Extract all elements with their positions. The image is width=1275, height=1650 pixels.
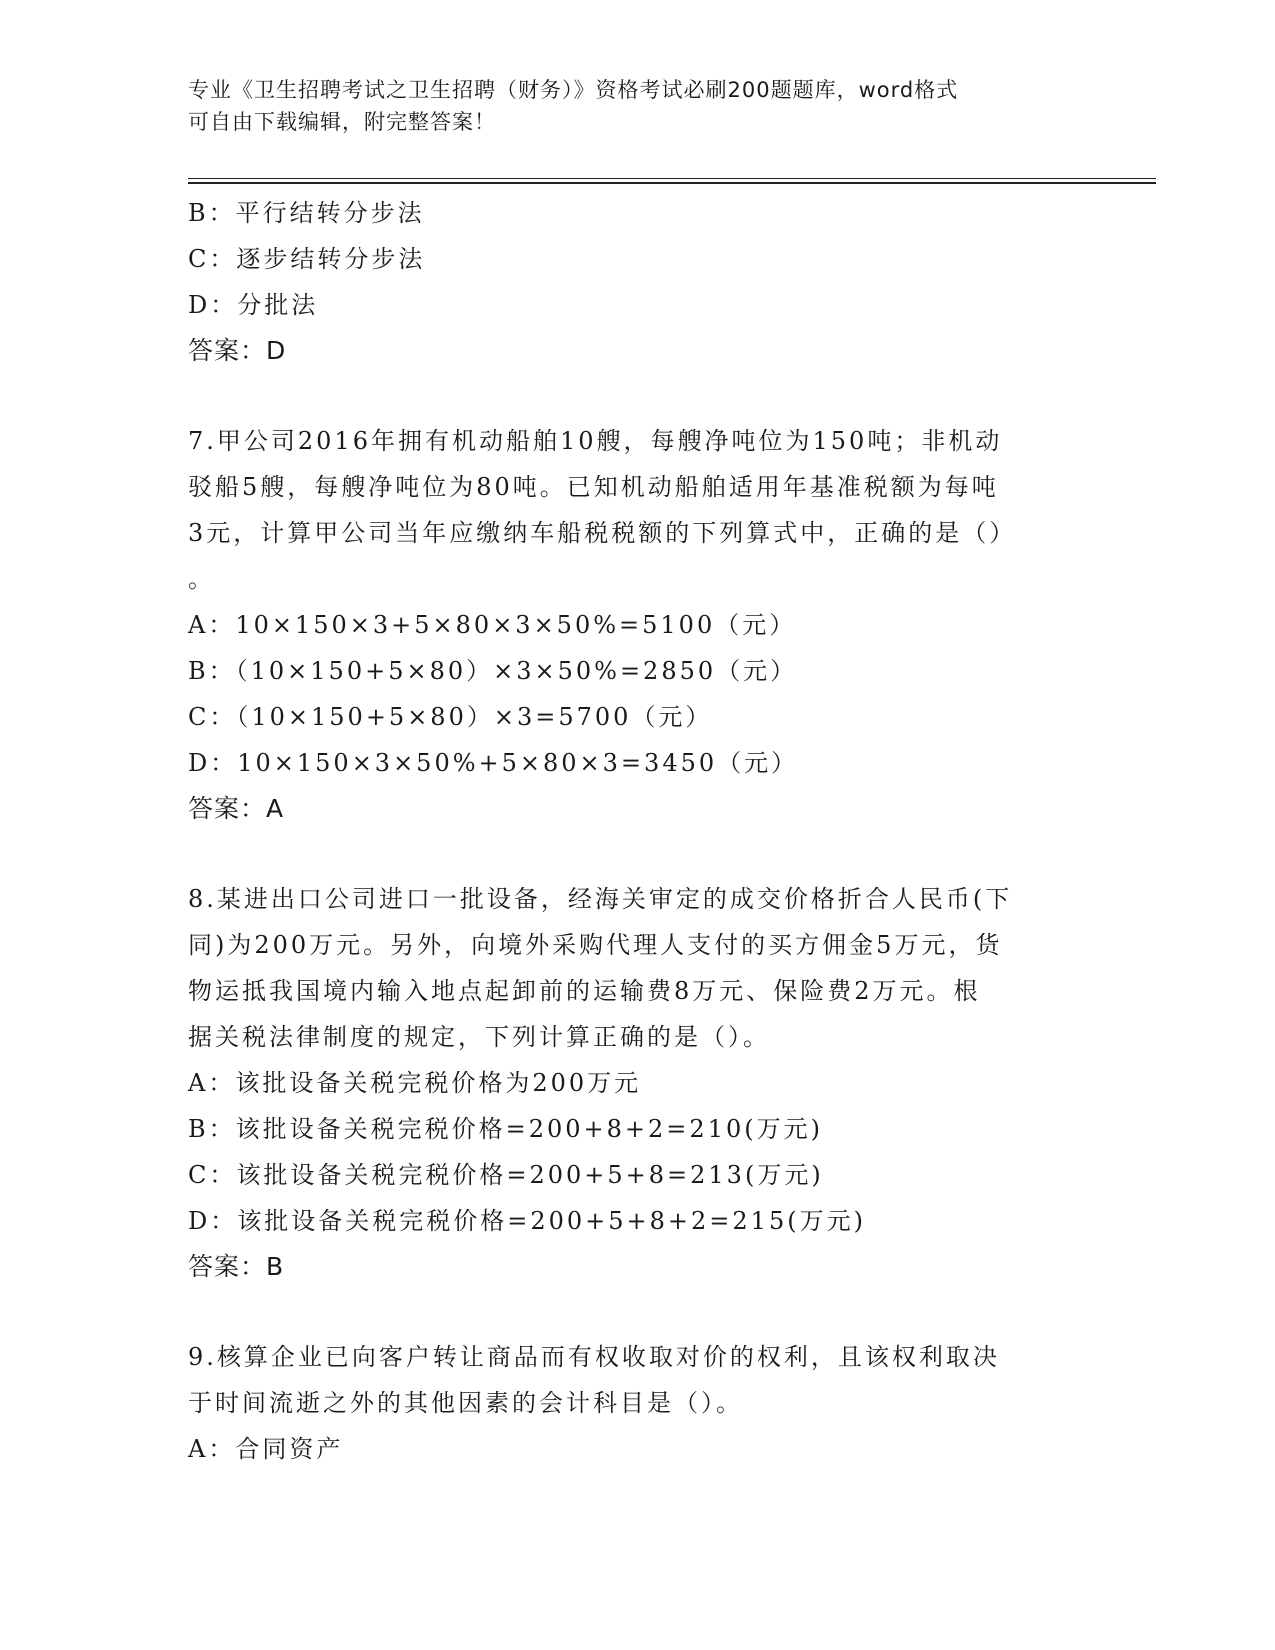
- header-divider-thin: [188, 178, 1156, 179]
- question-8: [188, 876, 1068, 1290]
- header-divider-thick: [188, 182, 1156, 184]
- option-d: D：该批设备关税完税价格=200+5+8+2=215(万元): [188, 1207, 866, 1235]
- question-text-line: 。: [188, 565, 215, 593]
- question-text-line: 驳船5艘，每艘净吨位为80吨。已知机动船舶适用年基准税额为每吨: [188, 473, 999, 501]
- question-text-line: 于时间流逝之外的其他因素的会计科目是（）。: [188, 1389, 743, 1417]
- option-b: B：（10×150+5×80）×3×50%=2850（元）: [188, 657, 798, 685]
- question-text-line: 7.甲公司2016年拥有机动船舶10艘，每艘净吨位为150吨；非机动: [188, 427, 1003, 455]
- option-b: B：该批设备关税完税价格=200+8+2=210(万元): [188, 1115, 823, 1143]
- question-6: [188, 190, 1068, 374]
- question-7: [188, 418, 1068, 832]
- answer-line: 答案：B: [188, 1252, 285, 1281]
- header-line-1: 专业《卫生招聘考试之卫生招聘（财务）》资格考试必刷200题题库，word格式: [188, 78, 959, 102]
- header-line-2: 可自由下载编辑，附完整答案！: [188, 110, 496, 134]
- option-b: B：平行结转分步法: [188, 199, 425, 227]
- question-text-line: 3元，计算甲公司当年应缴纳车船税税额的下列算式中，正确的是（）: [188, 519, 1017, 547]
- option-c: C：该批设备关税完税价格=200+5+8=213(万元): [188, 1161, 824, 1189]
- document-header: [188, 74, 1068, 138]
- option-c: C：（10×150+5×80）×3=5700（元）: [188, 703, 713, 731]
- answer-line: 答案：A: [188, 794, 285, 823]
- option-c: C：逐步结转分步法: [188, 245, 426, 273]
- option-d: D：分批法: [188, 291, 319, 319]
- option-a: A：10×150×3+5×80×3×50%=5100（元）: [188, 611, 797, 639]
- question-text-line: 9.核算企业已向客户转让商品而有权收取对价的权利，且该权利取决: [188, 1343, 1000, 1371]
- question-text-line: 8.某进出口公司进口一批设备，经海关审定的成交价格折合人民币(下: [188, 885, 1013, 913]
- question-9: [188, 1334, 1068, 1472]
- question-text-line: 物运抵我国境内输入地点起卸前的运输费8万元、保险费2万元。根: [188, 977, 981, 1005]
- document-body: [188, 190, 1068, 1472]
- answer-line: 答案：D: [188, 336, 287, 365]
- option-a: A：合同资产: [188, 1435, 344, 1463]
- option-d: D：10×150×3×50%+5×80×3=3450（元）: [188, 749, 799, 777]
- question-text-line: 据关税法律制度的规定，下列计算正确的是（）。: [188, 1023, 770, 1051]
- option-a: A：该批设备关税完税价格为200万元: [188, 1069, 642, 1097]
- question-text-line: 同)为200万元。另外，向境外采购代理人支付的买方佣金5万元，货: [188, 931, 1003, 959]
